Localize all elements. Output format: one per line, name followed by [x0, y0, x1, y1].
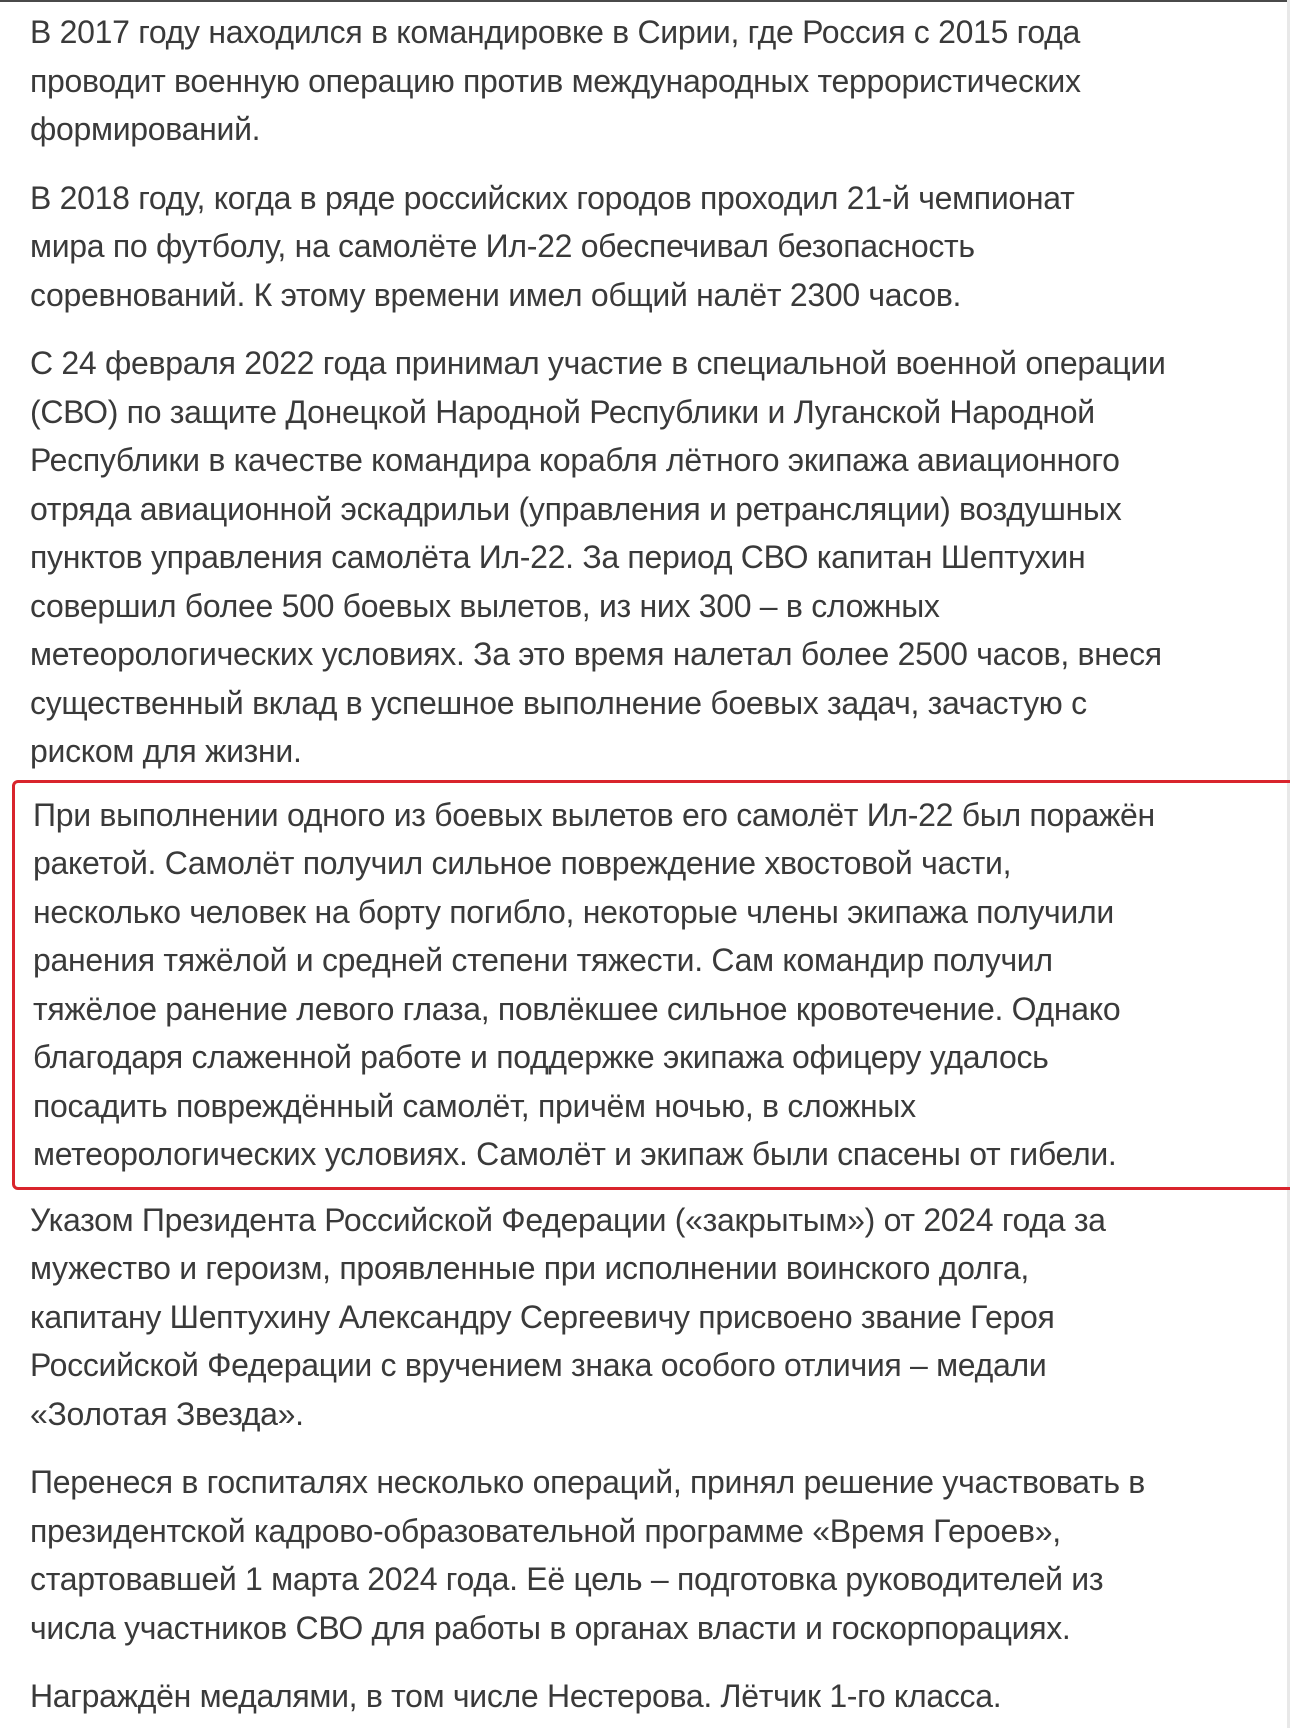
article-body	[30, 8, 1270, 1721]
paragraph-world-cup: В 2018 году, когда в ряде российских городов проходил 21-й чемпионат мира по футболу, на самолёте Ил-22 обеспечивал безопасность соревнований. К этому времени имел общий налёт 2300 часов.	[30, 179, 1075, 313]
paragraph-time-of-heroes: Перенеся в госпиталях несколько операций, принял решение участвовать в президентской кадрово-образовательной программе «Время Героев», стартовавшей 1 марта 2024 года. Её цель – подготовка руководителей из числа участников СВО для работы в органах власти и госкорпорациях.	[30, 1464, 1145, 1646]
paragraph-syria: В 2017 году находился в командировке в Сирии, где Россия с 2015 года проводит военную операцию против международных террористических формирований.	[30, 14, 1081, 147]
paragraph-hero-award: Указом Президента Российской Федерации («закрытым») от 2024 года за мужество и героизм, проявленные при исполнении воинского долга, капитану Шептухину Александру Сергеевичу присвоено звание Героя Российской Федерации с вручением знака особого отличия – медали «Золотая Звезда».	[30, 1201, 1106, 1432]
paragraph-missile-hit: При выполнении одного из боевых вылетов его самолёт Ил-22 был поражён ракетой. Самолёт получил сильное повреждение хвостовой части, несколько человек на борту погибло, некоторые члены экипажа получили ранения тяжёлой и средней степени тяжести. Сам командир получил тяжёлое ранение левого глаза, повлёкшее сильное кровотечение. Однако благодаря слаженной работе и поддержке экипажа офицеру удалось посадить повреждённый самолёт, причём ночью, в сложных метеорологических условиях. Самолёт и экипаж были спасены от гибели.	[33, 796, 1155, 1172]
paragraph-svo: С 24 февраля 2022 года принимал участие в специальной военной операции (СВО) по защите Донецкой Народной Республики и Луганской Народной Республики в качестве командира корабля лётного экипажа авиационного отряда авиационной эскадрильи (управления и ретрансляции) воздушных пунктов управления самолёта Ил-22. За период СВО капитан Шептухин совершил более 500 боевых вылетов, из них 300 – в сложных метеорологических условиях. За это время налетал более 2500 часов, внеся существенный вклад в успешное выполнение боевых задач, зачастую с риском для жизни.	[30, 345, 1166, 769]
top-divider	[0, 0, 1290, 2]
highlighted-passage	[12, 780, 1290, 1190]
paragraph-medals: Награждён медалями, в том числе Нестерова. Лётчик 1-го класса.	[30, 1678, 1002, 1714]
